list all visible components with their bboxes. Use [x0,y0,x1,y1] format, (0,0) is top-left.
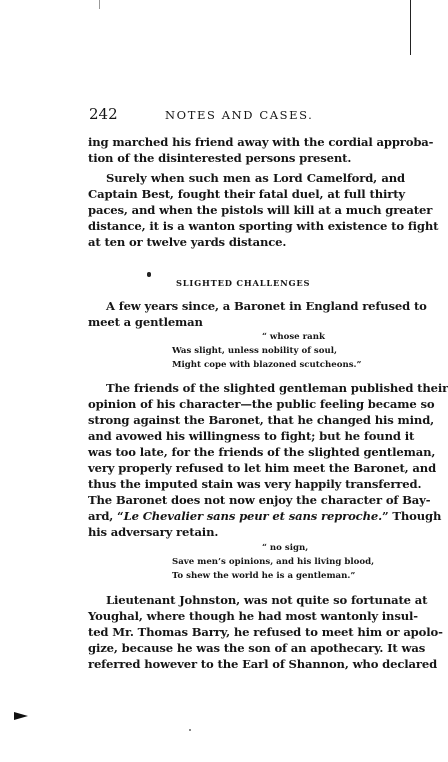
text-line: and avowed his willingness to fight; but he found it [88,429,415,443]
text-line: opinion of his character—the public feeling became so [88,397,435,411]
text-line: A few years since, a Baronet in England refused to [106,299,427,313]
text-line: meet a gentleman [88,315,203,329]
text-line: very properly refused to let him meet the Baronet, and [88,461,437,475]
text-line: The friends of the slighted gentleman published their [106,381,448,395]
text-line: was too late, for the friends of the slighted gentleman, [88,445,436,459]
binding-line [410,0,411,55]
text-line: at ten or twelve yards distance. [88,235,287,249]
speck-mark [147,272,151,277]
page-number: 242 [89,105,118,123]
text-line: his adversary retain. [88,525,219,539]
verse-line: Might cope with blazoned scutcheons.” [172,360,362,370]
text-line: gize, because he was the son of an apothecary. It was [88,641,426,655]
italic-quote: Le Chevalier sans peur et sans reproche. [123,509,382,523]
text-line: ing marched his friend away with the cordial approba- [88,135,434,149]
section-heading: SLIGHTED CHALLENGES [176,278,311,288]
text-segment: ard, “ [88,509,124,523]
top-tick-mark [99,0,100,9]
verse-line: “ no sign, [262,543,309,553]
text-line: paces, and when the pistols will kill at a much greater [88,203,433,217]
text-line: The Baronet does not now enjoy the character of Bay- [88,493,431,507]
text-line: strong against the Baronet, that he changed his mind, [88,413,435,427]
verse-line: Save men’s opinions, and his living blood, [172,557,375,567]
text-line: referred however to the Earl of Shannon, who declared [88,657,438,671]
text-line-with-italic-quote [88,508,442,524]
verse-line: “ whose rank [262,332,325,342]
verse-line: Was slight, unless nobility of soul, [172,346,338,356]
verse-line: To shew the world he is a gentleman.” [172,571,356,581]
speck-mark [189,729,191,731]
text-line: tion of the disinterested persons present. [88,151,352,165]
text-line: Lieutenant Johnston, was not quite so fortunate at [106,593,428,607]
page-edge-arrow-mark [14,712,28,720]
text-segment: ” Though [381,509,442,523]
running-title: NOTES AND CASES. [165,108,314,122]
text-line: Youghal, where though he had most wantonly insul- [88,609,418,623]
text-line: ted Mr. Thomas Barry, he refused to meet him or apolo- [88,625,443,639]
text-line: thus the imputed stain was very happily transferred. [88,477,422,491]
text-line: Captain Best, fought their fatal duel, at full thirty [88,187,405,201]
text-line: Surely when such men as Lord Camelford, and [106,171,405,185]
text-line: distance, it is a wanton sporting with existence to fight [88,219,439,233]
